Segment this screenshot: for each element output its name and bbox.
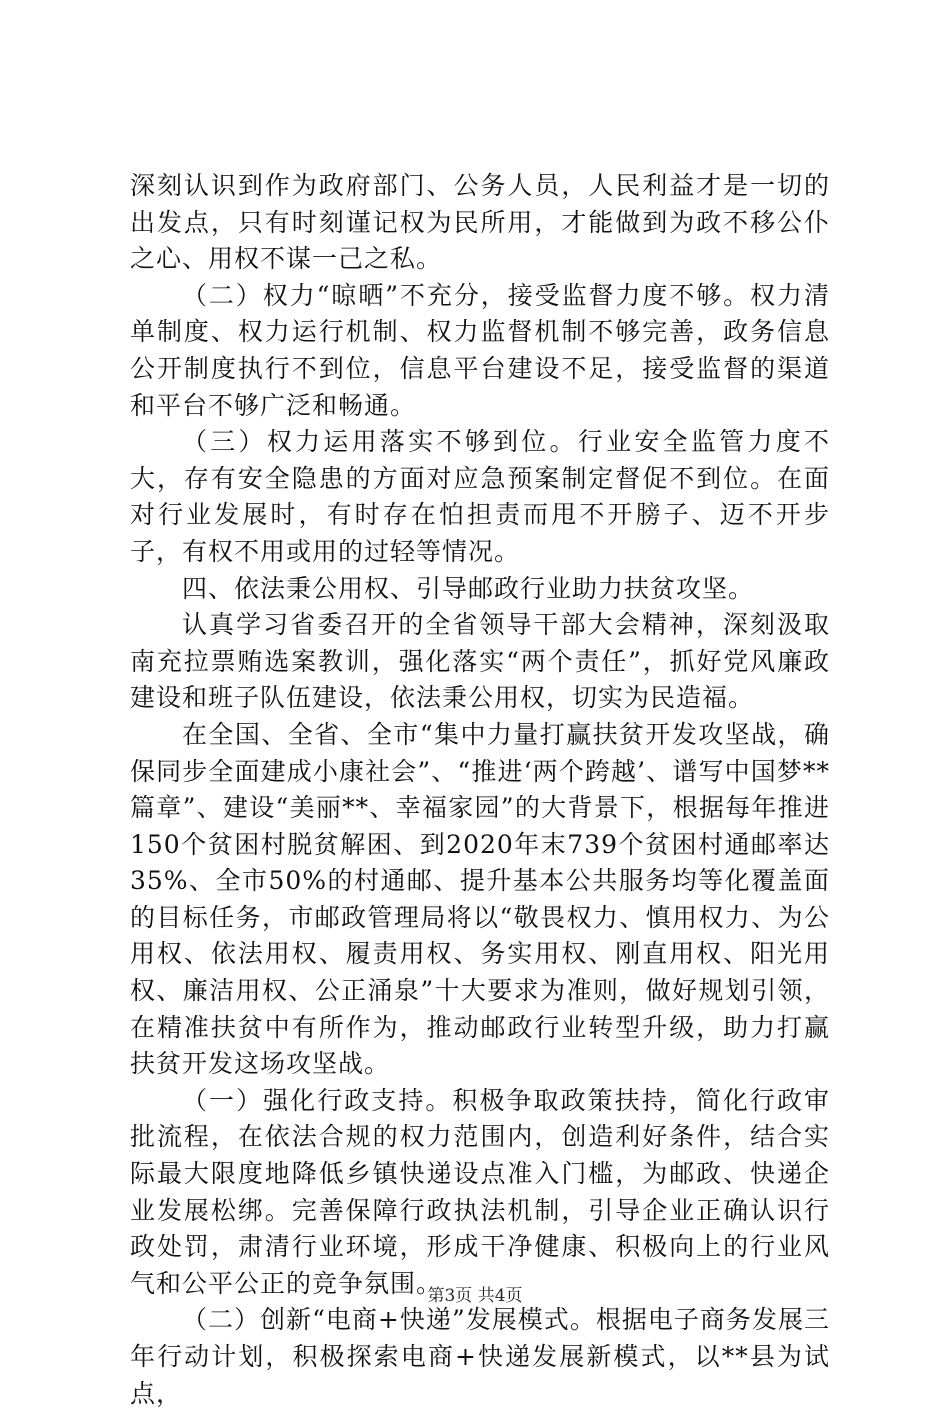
document-body <box>130 168 830 1412</box>
paragraph-7: （一）强化行政支持。积极争取政策扶持，简化行政审批流程，在依法合规的权力范围内，创造利好条件，结合实际最大限度地降低乡镇快递设点准入门槛，为邮政、快递企业发展松绑。完善保障行政执法机制，引导企业正确认识行政处罚，肃清行业环境，形成干净健康、积极向上的行业风气和公平公正的竞争氛围。 <box>130 1085 830 1298</box>
paragraph-1: 深刻认识到作为政府部门、公务人员，人民利益才是一切的出发点，只有时刻谨记权为民所用，才能做到为政不移公仆之心、用权不谋一己之私。 <box>130 171 830 274</box>
paragraph-2: （二）权力“晾晒”不充分，接受监督力度不够。权力清单制度、权力运行机制、权力监督机制不够完善，政务信息公开制度执行不到位，信息平台建设不足，接受监督的渠道和平台不够广泛和畅通。 <box>130 280 830 420</box>
paragraph-6: 在全国、全省、全市“集中力量打赢扶贫开发攻坚战，确保同步全面建成小康社会”、“推进‘两个跨越’、谱写中国梦**篇章”、建设“美丽**、幸福家园”的大背景下，根据每年推进150个贫困村脱贫解困、到2020年末739个贫困村通邮率达35%、全市50%的村通邮、提升基本公共服务均等化覆盖面的目标任务，市邮政管理局将以“敬畏权力、慎用权力、为公用权、依法用权、履责用权、务实用权、刚直用权、阳光用权、廉洁用权、公正涌泉”十大要求为准则，做好规划引领，在精准扶贫中有所作为，推动邮政行业转型升级，助力打赢扶贫开发这场攻坚战。 <box>130 719 830 1079</box>
paragraph-5: 认真学习省委召开的全省领导干部大会精神，深刻汲取南充拉票贿选案教训，强化落实“两个责任”，抓好党风廉政建设和班子队伍建设，依法秉公用权，切实为民造福。 <box>130 610 830 713</box>
page-footer: 第3页 共4页 <box>427 1286 523 1306</box>
section-heading: 四、依法秉公用权、引导邮政行业助力扶贫攻坚。 <box>182 573 755 603</box>
paragraph-8: （二）创新“电商+快递”发展模式。根据电子商务发展三年行动计划，积极探索电商+快递发展新模式，以**县为试点， <box>130 1305 830 1408</box>
paragraph-3: （三）权力运用落实不够到位。行业安全监管力度不大，存有安全隐患的方面对应急预案制定督促不到位。在面对行业发展时，有时存在怕担责而甩不开膀子、迈不开步子，有权不用或用的过轻等情况。 <box>130 427 830 566</box>
